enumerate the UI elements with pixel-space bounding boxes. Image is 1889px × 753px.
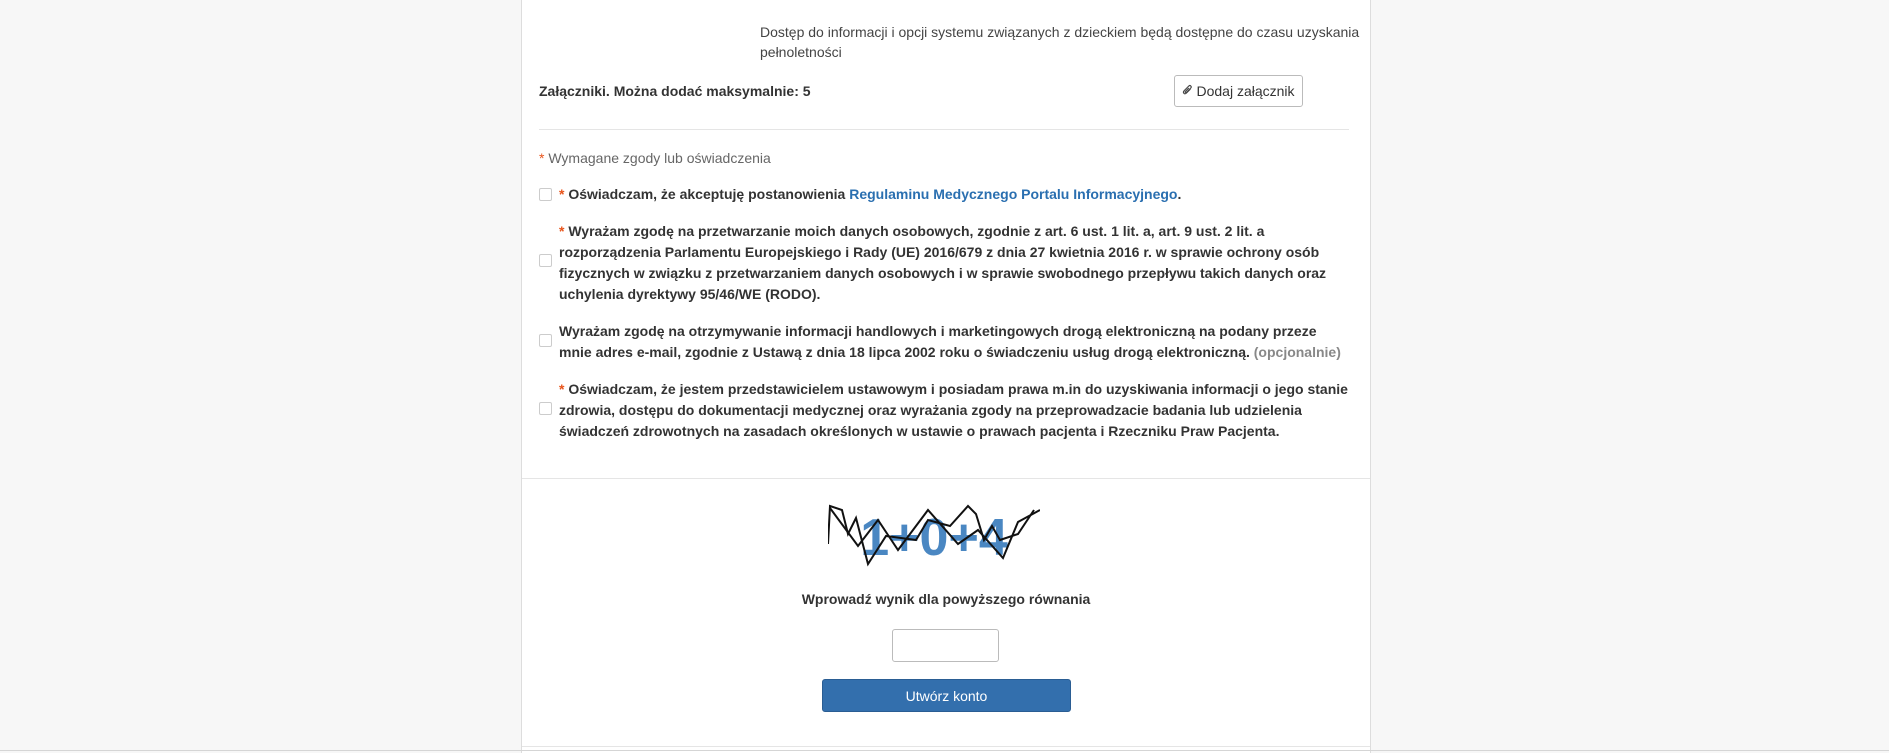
add-attachment-label: Dodaj załącznik xyxy=(1196,83,1295,99)
consent-terms-text xyxy=(559,184,1349,205)
required-marker: * xyxy=(559,381,565,397)
consent-marketing-checkbox[interactable] xyxy=(539,334,552,347)
captcha-label: Wprowadź wynik dla powyższego równania xyxy=(801,591,1091,607)
consent-terms xyxy=(539,184,1349,208)
registration-panel xyxy=(521,0,1371,753)
consent-terms-checkbox[interactable] xyxy=(539,188,552,201)
captcha-image xyxy=(828,500,1040,568)
divider xyxy=(539,129,1349,130)
consent-marketing xyxy=(539,321,1349,365)
consent-legal-representative xyxy=(539,379,1349,443)
create-account-button[interactable]: Utwórz konto xyxy=(822,679,1071,712)
captcha-answer-input[interactable] xyxy=(892,629,999,662)
consent-marketing-text xyxy=(559,321,1349,363)
consent-marketing-label: Wyrażam zgodę na otrzymywanie informacji handlowych i marketingowych drogą elektroniczną na podany przeze mnie adres e-mail, zgodnie z Ustawą z dnia 18 lipca 2002 roku o świadczeniu usług drogą elektroniczną. xyxy=(559,323,1317,360)
required-marker: * xyxy=(539,150,545,166)
consent-terms-label: Oświadczam, że akceptuję postanowienia xyxy=(568,186,850,202)
consent-legal-representative-checkbox[interactable] xyxy=(539,402,552,415)
paperclip-icon xyxy=(1182,83,1193,100)
consent-gdpr-text xyxy=(559,221,1349,305)
page-bottom-border xyxy=(0,750,1889,751)
consent-terms-suffix: . xyxy=(1177,186,1182,202)
divider xyxy=(522,478,1370,479)
consent-legal-representative-label: Oświadczam, że jestem przedstawicielem ustawowym i posiadam prawa m.in do uzyskiwania informacji o jego stanie zdrowia, dostępu do dokumentacji medycznej oraz wyrażania zgody na przeprowadzacie badania lub udzielenia świadczeń zdrowotnych na zasadach określonych w ustawie o prawach pacjenta i Rzeczniku Praw Pacjenta. xyxy=(559,381,1348,439)
terms-link[interactable]: Regulaminu Medycznego Portalu Informacyjnego xyxy=(849,186,1178,202)
consent-gdpr-label: Wyrażam zgodę na przetwarzanie moich danych osobowych, zgodnie z art. 6 ust. 1 lit. a, art. 9 ust. 2 lit. a rozporządzenia Parlamentu Europejskiego i Rady (UE) 2016/679 z dnia 27 kwietnia 2016 r. w sprawie ochrony osób fizycznych w związku z przetwarzaniem danych osobowych i w sprawie swobodnego przepływu takich danych oraz uchylenia dyrektywy 95/46/WE (RODO). xyxy=(559,223,1327,302)
required-consents-heading xyxy=(539,150,771,166)
divider xyxy=(522,746,1370,747)
consent-gdpr xyxy=(539,221,1349,305)
consent-legal-representative-text xyxy=(559,379,1349,442)
required-marker: * xyxy=(559,223,565,239)
required-consents-label: Wymagane zgody lub oświadczenia xyxy=(548,150,771,166)
guardian-info-text: Dostęp do informacji i opcji systemu związanych z dzieckiem będą dostępne do czasu uzyskania pełnoletności xyxy=(760,24,1360,60)
attachments-label: Załączniki. Można dodać maksymalnie: 5 xyxy=(539,83,811,99)
add-attachment-button[interactable] xyxy=(1174,75,1303,107)
required-marker: * xyxy=(559,186,565,202)
captcha-equation: 1+0+4 xyxy=(860,509,1008,567)
optional-label: (opcjonalnie) xyxy=(1253,344,1341,360)
consent-gdpr-checkbox[interactable] xyxy=(539,254,552,267)
